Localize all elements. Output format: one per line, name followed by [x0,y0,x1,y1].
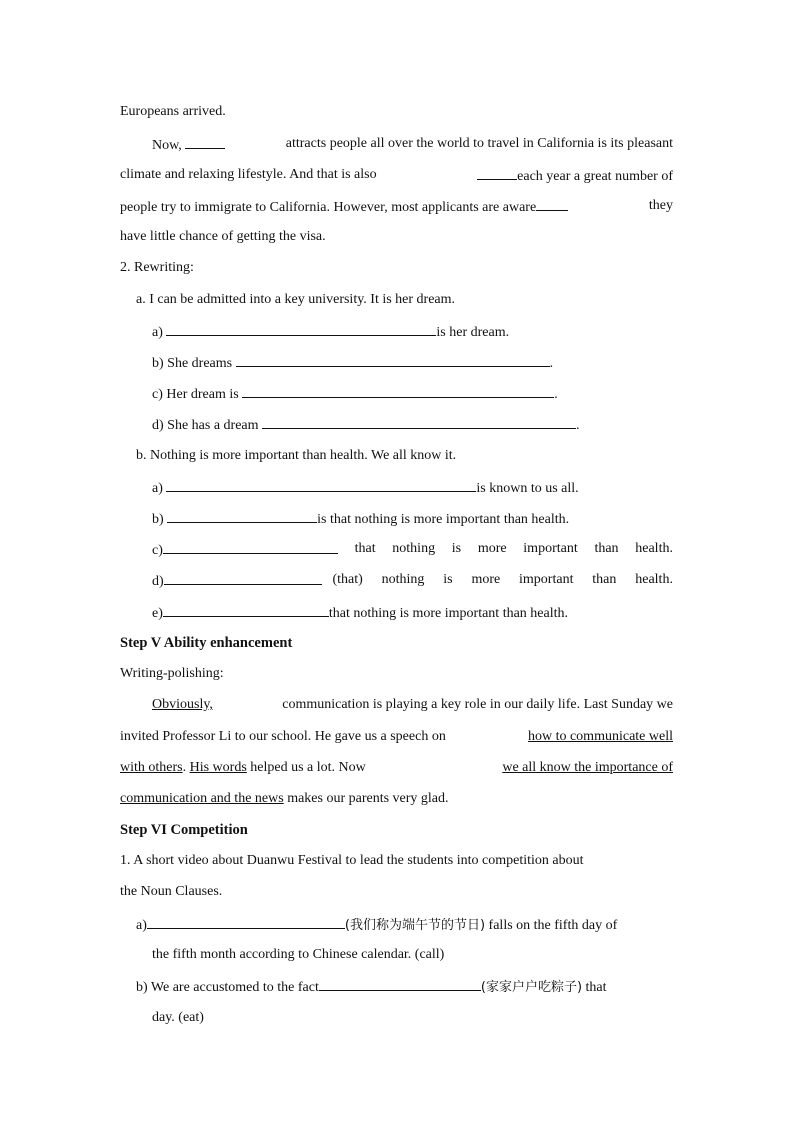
text: Writing-polishing: [120,666,224,681]
answer-blank[interactable] [147,914,345,929]
text: d) She has a dream [152,418,263,433]
text: b. Nothing is more important than health. We all know it. [136,448,457,463]
text: Step V Ability enhancement [120,635,293,651]
rewriting-a-item-a [152,321,673,341]
text: b) [152,512,168,527]
reading-line-1 [152,134,673,154]
text: invited Professor Li to our school. He gave us a speech on [120,729,446,744]
text: is known to us all. [476,481,579,496]
rewriting-b-item-c [152,539,673,559]
rewriting-heading [120,258,673,278]
text: helped us a lot. Now [246,760,366,775]
text: . [576,418,580,433]
rewriting-b-prompt [136,446,673,466]
underlined-phrase: communication and the news [120,791,284,806]
answer-blank[interactable] [167,508,317,523]
rewriting-b-item-b [152,508,673,528]
competition-item-a-cont [152,945,673,965]
rewriting-a-prompt [136,290,673,310]
rewriting-a-item-c [152,383,673,403]
underlined-phrase: we all know the importance of [502,760,673,775]
text: b) We are accustomed to the fact [136,980,319,995]
answer-blank[interactable] [185,134,225,149]
rewriting-a-item-b [152,352,673,372]
text: more [477,541,507,556]
text: the fifth month according to Chinese calendar. (call) [152,947,445,962]
answer-blank[interactable] [164,570,322,585]
competition-item-b [136,976,673,996]
text: important [523,541,578,556]
answer-blank[interactable] [163,602,329,617]
polish-line-3 [120,758,673,778]
polish-line-1 [152,695,673,715]
text: important [519,572,574,587]
text: 2. Rewriting: [120,260,194,275]
polish-line-2 [120,727,673,747]
answer-blank[interactable] [319,976,481,991]
text: health. [635,541,673,556]
text: d) [152,574,164,589]
text: is [451,541,462,556]
text: 1. A short video about Duanwu Festival to lead the students into competition about [120,853,584,868]
competition-line-1 [120,851,673,871]
step6-heading [120,820,673,840]
rewriting-b-item-e [152,602,673,622]
rewriting-b-item-d [152,570,673,590]
text: is that nothing is more important than health. [317,512,570,527]
text: a. I can be admitted into a key university. It is her dream. [136,292,456,307]
underlined-phrase: Obviously, [152,697,213,712]
text: attracts people all over the world to travel in California is its pleasant [285,136,673,151]
text: people try to immigrate to California. However, most applicants are aware [120,200,537,215]
text: Now, [152,138,186,153]
reading-line-4 [120,227,673,247]
answer-blank[interactable] [477,165,517,180]
text: each year a great number of [517,169,673,184]
answer-blank[interactable] [236,352,550,367]
text: that [354,541,376,556]
text: a) [152,481,167,496]
answer-blank[interactable] [536,196,568,211]
polish-line-4 [120,789,673,809]
text: Step VI Competition [120,822,248,838]
underlined-phrase: His words [189,760,247,775]
competition-line-2 [120,882,673,902]
answer-blank[interactable] [262,414,576,429]
answer-blank[interactable] [242,383,554,398]
reading-line-2 [120,165,673,185]
text: . [182,760,190,775]
text: climate and relaxing lifestyle. And that is also [120,167,377,182]
step5-subheading [120,664,673,684]
reading-line-3 [120,196,673,216]
step5-heading [120,633,673,653]
text: they [648,198,673,213]
text: c) Her dream is [152,387,243,402]
rewriting-a-item-d [152,414,673,434]
text: c) [152,543,163,558]
answer-blank[interactable] [163,539,338,554]
competition-item-a [136,914,673,934]
text: than [592,572,617,587]
text: more [471,572,501,587]
text: is her dream. [436,325,510,340]
text: than [594,541,619,556]
underlined-phrase: how to communicate well [527,729,673,744]
text: (that) [332,572,363,587]
text: have little chance of getting the visa. [120,229,326,244]
text: is [443,572,453,587]
competition-item-b-cont [152,1008,673,1028]
text: a) [152,325,167,340]
answer-blank[interactable] [166,321,436,336]
text: health. [635,572,673,587]
reading-line-0 [120,102,673,122]
text: . [554,387,558,402]
text: nothing [392,541,436,556]
text: nothing [381,572,425,587]
text: a) [136,918,147,933]
rewriting-b-item-a [152,477,673,497]
text: communication is playing a key role in our daily life. Last Sunday we [282,697,673,712]
chinese-hint: (家家户户吃粽子) [480,980,583,995]
text: that nothing is more important than health. [328,606,569,621]
answer-blank[interactable] [166,477,476,492]
underlined-phrase: with others [120,760,183,775]
chinese-hint: (我们称为端午节的节日) [344,918,486,933]
text: b) She dreams [152,356,236,371]
text: . [549,356,554,371]
text: the Noun Clauses. [120,884,223,899]
text: e) [152,606,163,621]
text: that [582,980,607,995]
text: makes our parents very glad. [283,791,449,806]
text: falls on the fifth day of [485,918,618,933]
text: Europeans arrived. [120,104,226,119]
text: day. (eat) [152,1010,204,1025]
